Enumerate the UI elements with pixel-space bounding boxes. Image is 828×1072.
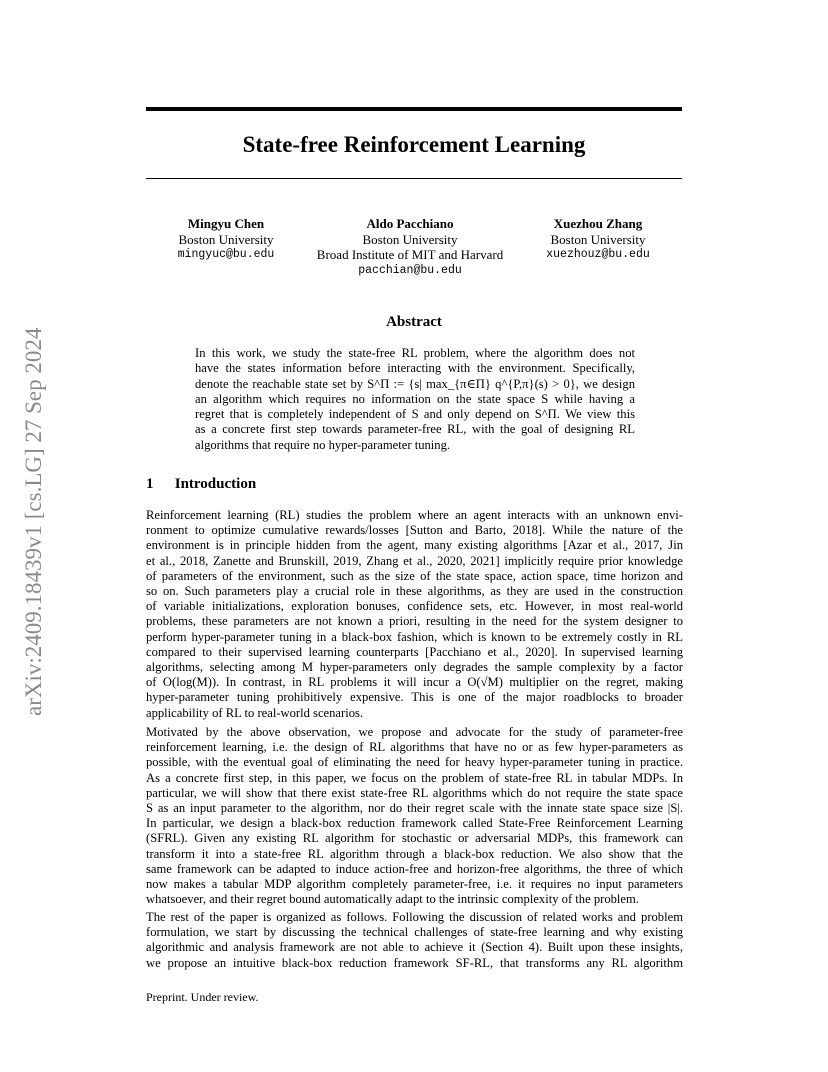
author-email[interactable]: mingyuc@bu.edu <box>177 248 275 262</box>
author-affiliation: Boston University <box>362 231 458 247</box>
intro-paragraph-2 <box>146 725 683 907</box>
arxiv-identifier: arXiv:2409.18439v1 [cs.LG] 27 Sep 2024 <box>21 327 46 717</box>
paragraph-line: we propose an intuitive black-box reduction framework SF-RL, that transforms any RL algorithm <box>146 955 683 970</box>
author-affiliation: Boston University <box>550 231 646 247</box>
paragraph-line: whatsoever, and their regret bound automatically adapt to the intrinsic complexity of the problem. <box>146 892 639 907</box>
paragraph-line: In particular, we design a black-box reduction framework called State-Free Reinforcement Learning <box>146 816 683 831</box>
paragraph-line: of variable initializations, exploration bonuses, confidence sets, etc. However, in most real-world <box>146 599 683 614</box>
title-top-rule <box>146 107 682 111</box>
abstract-line: denote the reachable state set by S^Π := {s| max_{π∈Π} q^{P,π}(s) > 0}, we design <box>195 376 635 391</box>
paragraph-line: environment is in principle hidden from the agent, many existing algorithms [Azar et al., 2017, Jin <box>146 538 683 553</box>
author-email[interactable]: xuezhouz@bu.edu <box>546 248 650 262</box>
paragraph-line: perform hyper-parameter tuning in a black-box fashion, which is known to be extremely costly in RL <box>146 629 683 644</box>
paragraph-line: transform it into a state-free RL algorithm through a black-box reduction. We also show that the <box>146 846 683 861</box>
author-name: Mingyu Chen <box>187 216 265 231</box>
author-block <box>528 216 668 263</box>
footer-note: Preprint. Under review. <box>146 990 259 1004</box>
paragraph-line: formulation, we start by discussing the technical challenges of state-free learning and why existing <box>146 925 683 940</box>
paragraph-line: particular, we will show that there exist state-free RL algorithms which do not require the state space <box>146 785 683 800</box>
paragraph-line: same framework can be adapted to induce action-free and horizon-free algorithms, the three of which <box>146 861 683 876</box>
paragraph-line: algorithms, selecting among M hyper-parameters only degrades the sample complexity by a factor <box>146 660 683 675</box>
intro-paragraph-3 <box>146 910 683 971</box>
paragraph-line: (SFRL). Given any existing RL algorithm for stochastic or adversarial MDPs, this framework can <box>146 831 683 846</box>
author-name: Xuezhou Zhang <box>553 216 643 231</box>
paragraph-line: of O(log(M)). In contrast, in RL problems it will incur a O(√M) multiplier on the regret, making <box>146 675 683 690</box>
abstract-line: have the states information before interacting with the environment. Specifically, <box>195 361 635 376</box>
abstract-line: an algorithm which requires no information on the state space S while having a <box>195 391 635 406</box>
paragraph-line: so on. Such parameters play a crucial role in these algorithms, as they are used in the construction <box>146 584 683 599</box>
author-affiliation-secondary: Broad Institute of MIT and Harvard <box>316 247 504 263</box>
author-block <box>160 216 292 263</box>
paragraph-line: Motivated by the above observation, we propose and advocate for the study of parameter-free <box>146 725 683 739</box>
paragraph-line: algorithmic and analysis framework are not able to achieve it (Section 4). Built upon these insights, <box>146 940 683 955</box>
paragraph-line: now makes a tabular MDP algorithm completely parameter-free, i.e. it requires no input parameters <box>146 877 683 892</box>
paragraph-line: The rest of the paper is organized as follows. Following the discussion of related works and problem <box>146 910 683 924</box>
author-email[interactable]: pacchian@bu.edu <box>358 263 462 277</box>
paragraph-line: hyper-parameter tuning prohibitively expensive. This is one of the major roadblocks to broader <box>146 690 683 705</box>
paragraph-line: Reinforcement learning (RL) studies the problem where an agent interacts with an unknown envi- <box>146 508 683 522</box>
intro-paragraph-1 <box>146 508 683 721</box>
paragraph-line: applicability of RL to real-world scenarios. <box>146 705 364 720</box>
abstract-line: In this work, we study the state-free RL problem, where the algorithm does not <box>195 346 635 360</box>
paragraph-line: reinforcement learning, i.e. the design of RL algorithms that have no or as few hyper-parameters as <box>146 740 683 755</box>
author-name: Aldo Pacchiano <box>366 216 454 231</box>
paragraph-line: problems, these parameters are not known a priori, resulting in the need for the system designer to <box>146 614 683 629</box>
paper-title: State-free Reinforcement Learning <box>242 132 586 157</box>
abstract-line: regret that is completely independent of S and only depend on S^Π. We view this <box>195 407 635 421</box>
section-heading <box>146 476 256 493</box>
section-number: 1 <box>146 476 154 492</box>
author-affiliation: Boston University <box>178 231 274 247</box>
abstract-line: algorithms that require no hyper-parameter tuning. <box>195 437 451 452</box>
author-block <box>306 216 514 278</box>
title-bottom-rule <box>146 178 682 179</box>
paragraph-line: compared to their supervised learning counterparts [Pacchiano et al., 2020]. In supervised learning <box>146 644 683 659</box>
paragraph-line: As a concrete first step, in this paper, we focus on the problem of state-free RL in tabular MDPs. In <box>146 770 683 785</box>
paragraph-line: et al., 2018, Zanette and Brunskill, 2019, Zhang et al., 2020, 2021] implicitly require prior knowledge <box>146 553 683 568</box>
abstract-line: as a concrete first step towards parameter-free RL, with the goal of designing RL <box>195 422 635 437</box>
paragraph-line: possible, with the eventual goal of eliminating the need for heavy hyper-parameter tuning in practice. <box>146 755 683 770</box>
abstract-body <box>195 346 635 453</box>
abstract-heading: Abstract <box>386 314 442 330</box>
paragraph-line: S as an input parameter to the algorithm, nor do their regret scale with the innate state space size |S|. <box>146 801 683 816</box>
paragraph-line: of parameters of the environment, such as the size of the state space, action space, time horizon and <box>146 568 683 583</box>
paragraph-line: ronment to optimize cumulative rewards/losses [Sutton and Barto, 2018]. While the nature of the <box>146 523 683 538</box>
section-title: Introduction <box>174 476 257 492</box>
